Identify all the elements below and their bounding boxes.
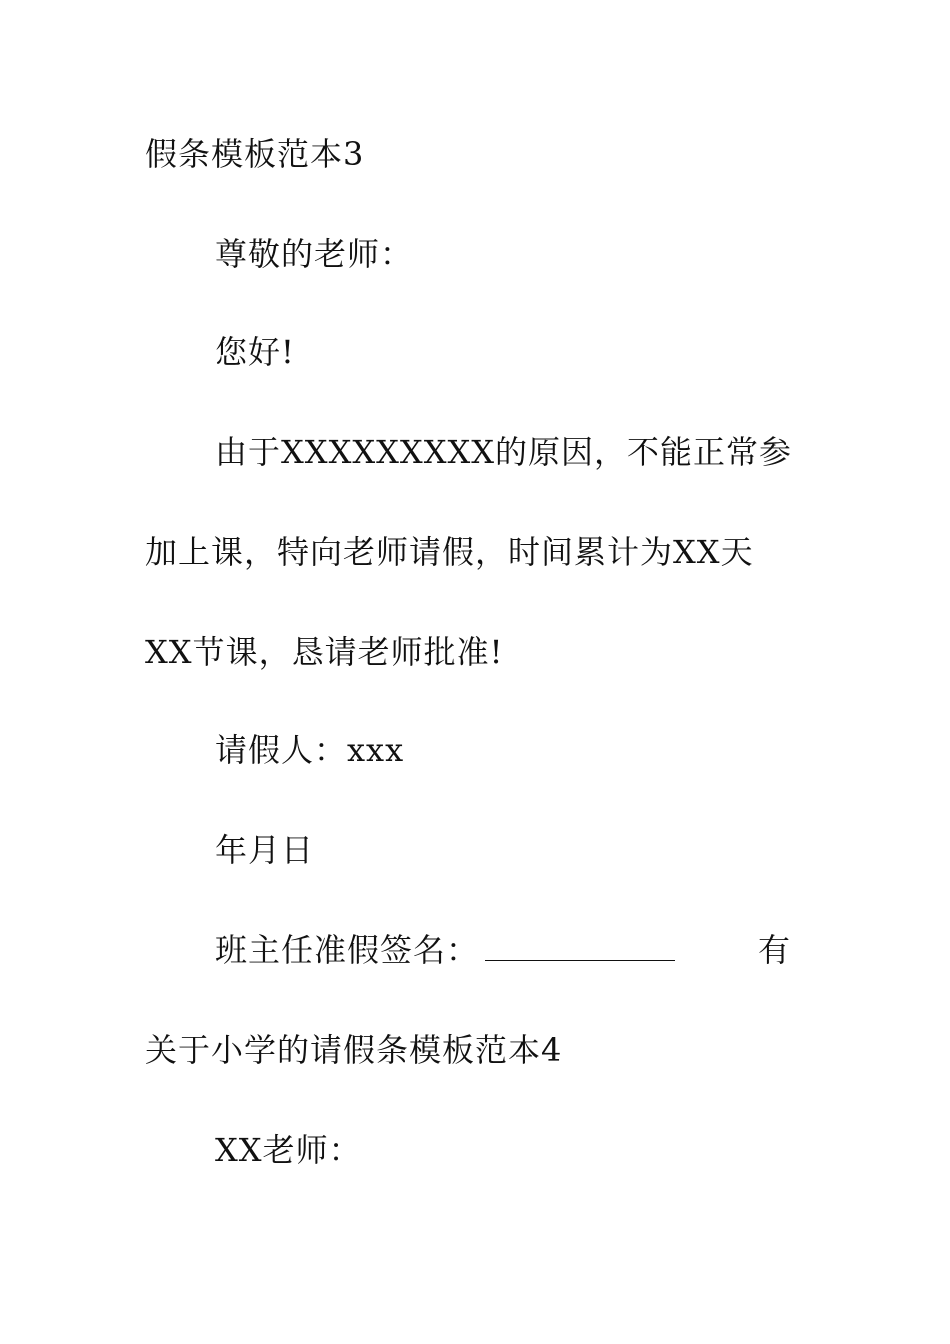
applicant-line: 请假人：xxx <box>215 731 405 769</box>
body-line-1: 由于XXXXXXXXX的原因，不能正常参 <box>215 433 793 471</box>
section-heading-4: 关于小学的请假条模板范本4 <box>145 1031 563 1069</box>
salutation: 尊敬的老师： <box>215 235 414 273</box>
salutation-4: XX老师： <box>215 1131 362 1169</box>
date-line: 年月日 <box>215 831 315 869</box>
signature-blank <box>485 936 675 961</box>
body-line-3: XX节课，恳请老师批准! <box>145 633 504 671</box>
line-continuation: 有 <box>758 931 792 969</box>
body-line-2: 加上课，特向老师请假，时间累计为XX天 <box>145 533 754 571</box>
section-heading-3: 假条模板范本3 <box>145 135 365 173</box>
greeting: 您好! <box>215 333 295 371</box>
signature-label: 班主任准假签名： <box>215 931 480 969</box>
signature-line <box>215 928 675 972</box>
